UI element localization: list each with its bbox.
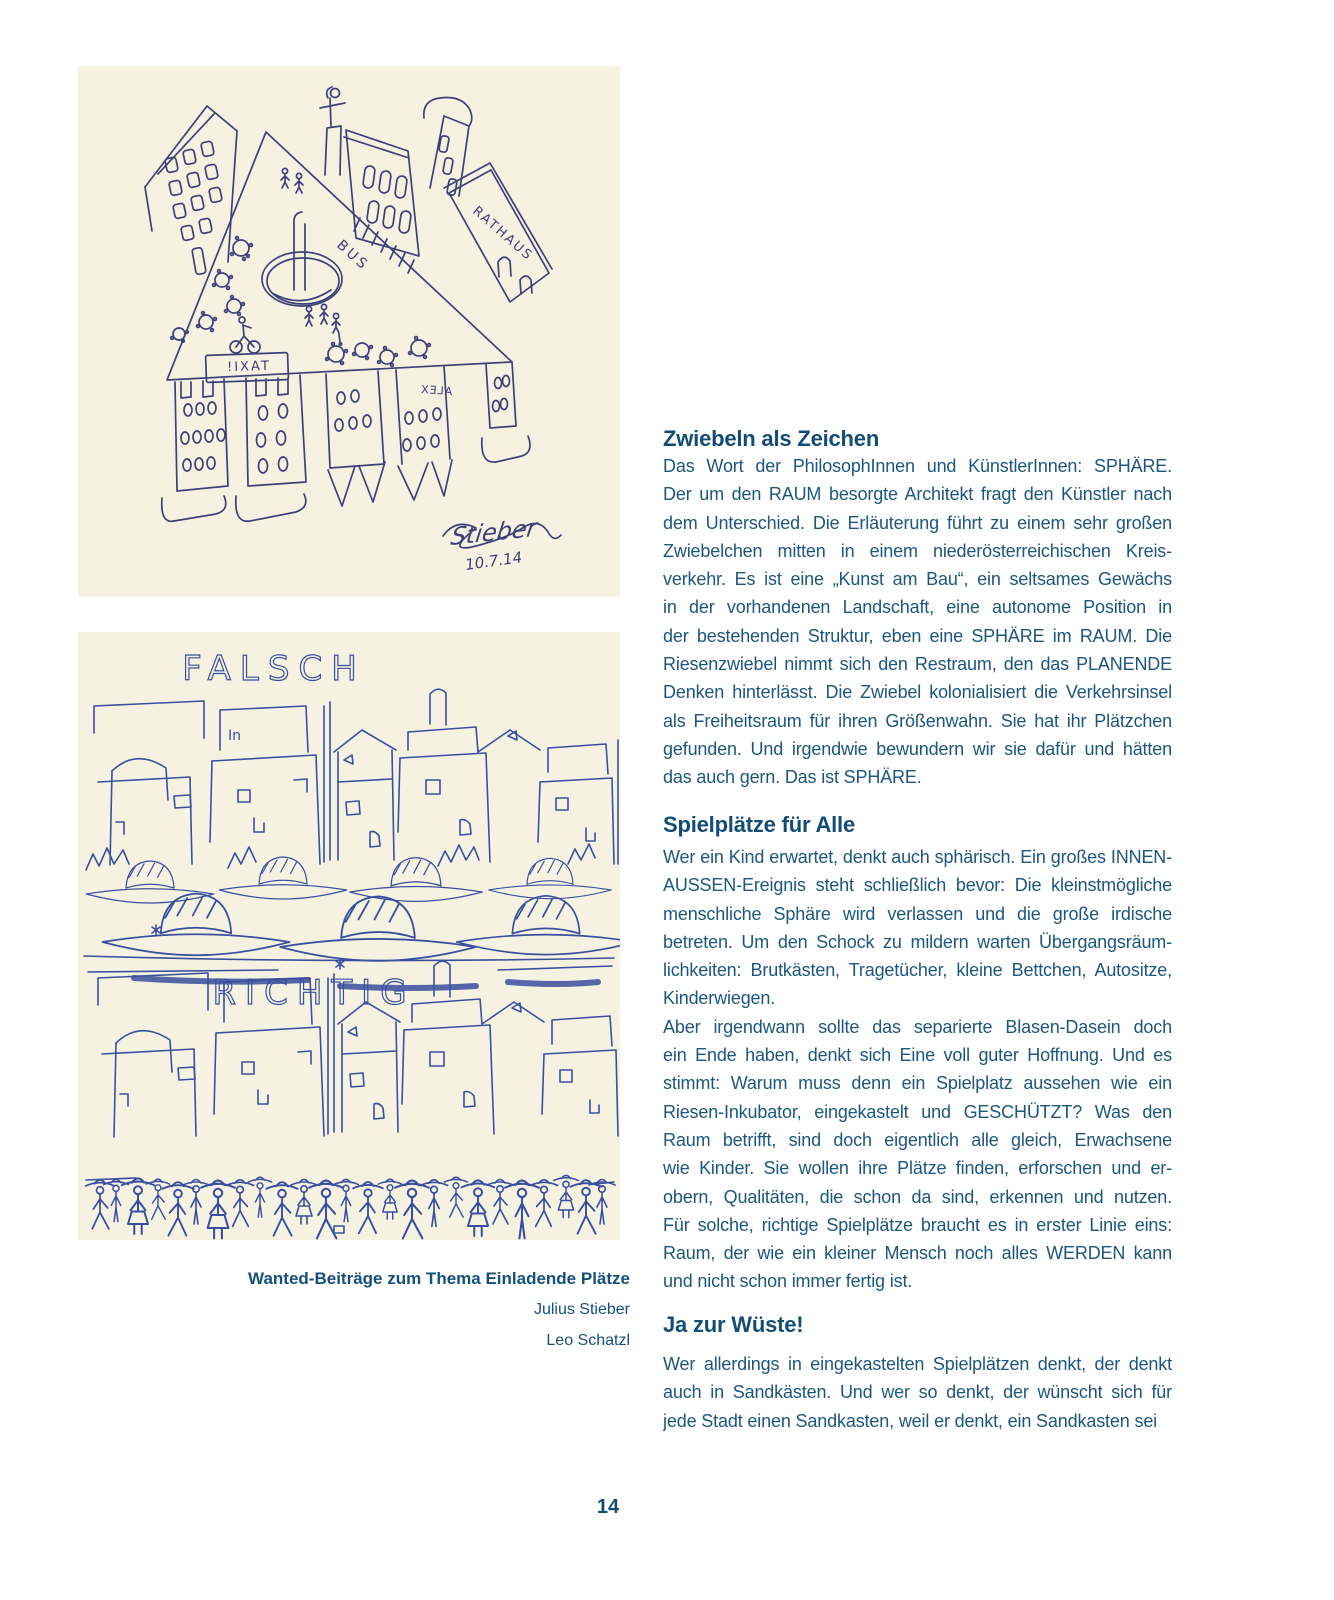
caption-author-2: Leo Schatzl [546,1332,630,1349]
paragraph [663,452,1172,792]
text-line: in der vorhandenen Landschaft, eine autonome Position in [663,597,1172,618]
bottom-buildings [162,362,530,521]
taxi-label: TAXI! [224,358,270,376]
text-line: Das Wort der PhilosophInnen und KünstlerInnen: SPHÄRE. [663,456,1172,476]
text-line: jede Stadt einen Sandkasten, weil er denkt, ein Sandkasten sei [663,1410,1158,1431]
richtig-crowd [86,1175,615,1238]
falsch-skyline [94,689,618,865]
building-center-windows [363,165,412,233]
text-line: Riesenzwiebel nimmt sich den Restraum, den das PLANENDE [663,654,1172,675]
richtig-title: RICHTIG [212,973,416,1013]
text-line: Denken hinterlässt. Die Zwiebel kolonialisiert die Verkehrsinsel [663,682,1172,703]
text-line: und nicht schon immer fertig ist. [663,1271,913,1292]
sketch-panel-falsch-richtig [78,632,620,1240]
street-lines [84,956,614,972]
statue-tower [320,87,345,175]
text-line: ein Ende haben, denkt sich Eine voll guter Hoffnung. Und es [663,1045,1172,1066]
text-line: der bestehenden Struktur, eben eine SPHÄRE im RAUM. Die [663,625,1172,646]
section-heading-spielplaetze: Spielplätze für Alle [663,812,856,837]
cyclist [230,317,260,353]
text-line: Raum betrifft, sind doch eigentlich alle gleich, Erwachsene [663,1129,1172,1150]
text-line: auch in Sandkästen. Und wer so denkt, der wünscht sich für [663,1382,1172,1403]
text-line: obern, Qualitäten, die schon da sind, erkennen und nutzen. [663,1186,1172,1207]
falsch-hats [86,857,620,969]
alex-label: ALEX [419,382,453,399]
bus-label: BUS [333,237,373,275]
paragraph [663,1013,1172,1296]
text-line: Wer ein Kind erwartet, denkt auch sphärisch. Ein großes INNEN- [663,847,1172,867]
caption-title: Wanted-Beiträge zum Thema Einladende Plätze [248,1269,630,1288]
rathaus-building [424,98,552,303]
text-line: Für solche, richtige Spielplätze braucht es in erster Linie eins: [663,1214,1172,1235]
section-heading-wueste: Ja zur Wüste! [663,1312,804,1337]
text-line: Wer allerdings in eingekastelten Spielplätzen denkt, der denkt [663,1354,1172,1374]
text-line: als Freiheitsraum für ihren Größenwahn. Sie hat ihr Plätzchen [663,710,1172,731]
text-line: betreten. Um den Schock zu mildern warten Übergangsräum- [663,931,1172,952]
sketch-panel-plaza [78,66,620,597]
text-line: verkehr. Es ist eine „Kunst am Bau“, ein seltsames Gewächs [663,569,1172,590]
artist-signature: Stieber [449,512,539,552]
caption-author-1: Julius Stieber [533,1301,630,1318]
paragraph [663,1350,1172,1435]
rathaus-label: RATHAUS [469,203,536,265]
sketch-date: 10.7.14 [464,548,524,574]
text-line: dem Unterschied. Die Erläuterung führt zu einem sehr großen [663,512,1172,533]
falsch-richtig-drawing [78,632,620,1240]
text-line: wie Kinder. Sie wollen ihre Plätze finden, erforschen und er- [663,1158,1172,1179]
page-number: 14 [596,1496,620,1518]
text-line: das auch gern. Das ist SPHÄRE. [663,767,922,788]
in-label: In [228,728,242,744]
briefcase [334,1226,344,1233]
text-line: Zwiebelchen mitten in einem niederösterreichischen Kreis- [663,540,1172,561]
text-line: Der um den RAUM besorgte Architekt fragt den Künstler nach [663,484,1172,505]
text-line: Kinderwiegen. [663,988,776,1009]
plaza-sketch-drawing [78,66,620,597]
paragraph [663,843,1172,1013]
falsch-bushes [86,844,595,870]
text-line: Aber irgendwann sollte das separierte Blasen-Dasein doch [663,1016,1172,1037]
section-body-spielplaetze [663,843,1172,1296]
fountain [262,212,342,306]
text-line: stimmt: Warum muss denn ein Spielplatz aussehen wie ein [663,1073,1172,1094]
section-body-zwiebeln [663,452,1172,792]
section-body-wueste [663,1350,1172,1435]
falsch-title: FALSCH [182,649,366,689]
text-line: Raum, der wie ein kleiner Mensch noch alles WERDEN kann [663,1243,1172,1264]
text-line: AUSSEN-Ereignis steht schließlich bevor: Die kleinstmögliche [663,875,1172,896]
artwork-caption [78,1263,630,1356]
text-line: lichkeiten: Brutkästen, Tragetücher, kleine Bettchen, Autositze, [663,960,1172,981]
building-top-left-windows [165,141,223,275]
text-line: gefunden. Und irgendwie bewundern wir sie dafür und hätten [663,738,1172,759]
section-heading-zwiebeln: Zwiebeln als Zeichen [663,426,880,451]
text-line: Riesen-Inkubator, eingekastelt und GESCHÜTZT? Was den [663,1101,1172,1122]
text-line: menschliche Sphäre wird verlassen und die große irdische [663,903,1172,924]
